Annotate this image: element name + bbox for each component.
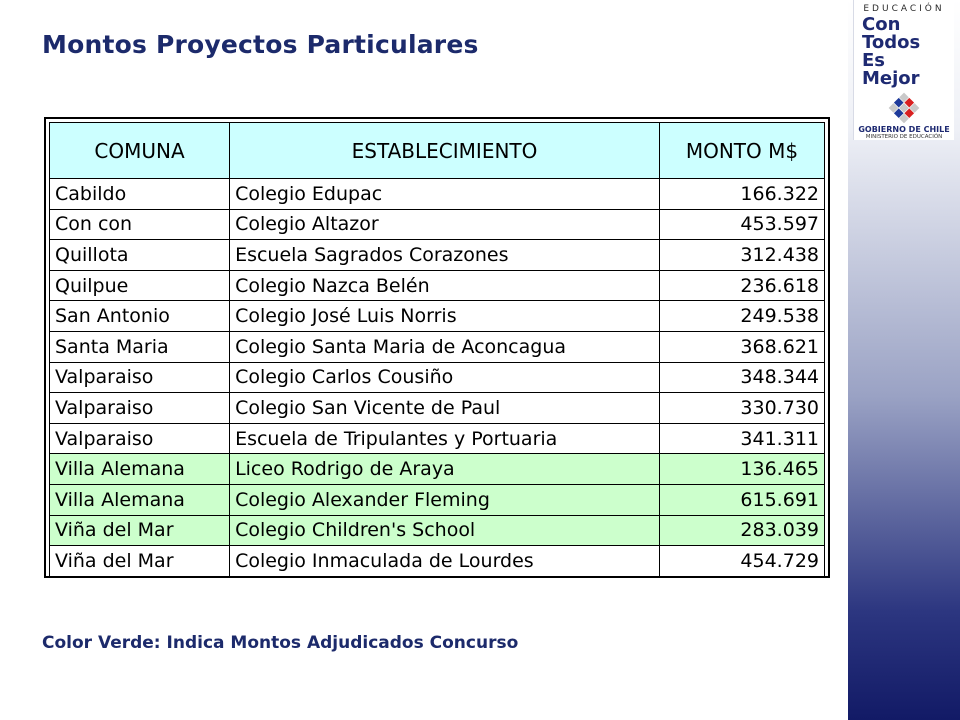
page-title: Montos Proyectos Particulares [42, 30, 479, 59]
cell-monto: 249.538 [659, 301, 824, 332]
cell-establecimiento: Escuela Sagrados Corazones [230, 240, 660, 271]
table-row [50, 423, 825, 454]
chile-star-icon [874, 92, 934, 123]
logo-gobierno: GOBIERNO DE CHILE [858, 125, 950, 134]
cell-establecimiento: Escuela de Tripulantes y Portuaria [230, 423, 660, 454]
cell-monto: 236.618 [659, 270, 824, 301]
cell-monto: 368.621 [659, 331, 824, 362]
cell-establecimiento: Colegio Alexander Fleming [230, 484, 660, 515]
table-row [50, 270, 825, 301]
cell-monto: 136.465 [659, 454, 824, 485]
table-row [50, 301, 825, 332]
cell-comuna: Villa Alemana [50, 454, 230, 485]
table-header-row [50, 123, 825, 179]
cell-establecimiento: Colegio José Luis Norris [230, 301, 660, 332]
cell-comuna: Valparaiso [50, 393, 230, 424]
header-comuna: COMUNA [50, 123, 230, 179]
logo-slogan-line1: Con Todos [862, 14, 921, 53]
montos-table [49, 122, 825, 577]
cell-establecimiento: Colegio Nazca Belén [230, 270, 660, 301]
logo-top-text: EDUCACIÓN [863, 4, 945, 14]
table-row [50, 179, 825, 210]
gobierno-logo [853, 0, 954, 140]
cell-comuna: Viña del Mar [50, 546, 230, 577]
legend-note: Color Verde: Indica Montos Adjudicados Concurso [42, 633, 519, 653]
cell-establecimiento: Colegio Edupac [230, 179, 660, 210]
header-monto: MONTO M$ [659, 123, 824, 179]
logo-slogan [862, 16, 946, 88]
table-row [50, 331, 825, 362]
cell-monto: 453.597 [659, 209, 824, 240]
cell-establecimiento: Colegio Inmaculada de Lourdes [230, 546, 660, 577]
table-row [50, 454, 825, 485]
cell-establecimiento: Colegio Santa Maria de Aconcagua [230, 331, 660, 362]
cell-comuna: Viña del Mar [50, 515, 230, 546]
cell-comuna: Quillota [50, 240, 230, 271]
cell-monto: 615.691 [659, 484, 824, 515]
table-frame [44, 117, 830, 578]
table-row [50, 484, 825, 515]
cell-comuna: Valparaiso [50, 362, 230, 393]
cell-monto: 330.730 [659, 393, 824, 424]
cell-monto: 348.344 [659, 362, 824, 393]
cell-monto: 454.729 [659, 546, 824, 577]
logo-slogan-line2: Es Mejor [862, 50, 920, 89]
cell-monto: 341.311 [659, 423, 824, 454]
table-row [50, 546, 825, 577]
cell-monto: 312.438 [659, 240, 824, 271]
logo-ministerio: MINISTERIO DE EDUCACIÓN [865, 134, 943, 140]
cell-establecimiento: Colegio Carlos Cousiño [230, 362, 660, 393]
cell-establecimiento: Liceo Rodrigo de Araya [230, 454, 660, 485]
cell-comuna: Con con [50, 209, 230, 240]
cell-comuna: Valparaiso [50, 423, 230, 454]
cell-comuna: Quilpue [50, 270, 230, 301]
cell-establecimiento: Colegio Children's School [230, 515, 660, 546]
cell-comuna: San Antonio [50, 301, 230, 332]
cell-establecimiento: Colegio San Vicente de Paul [230, 393, 660, 424]
table-row [50, 362, 825, 393]
cell-comuna: Villa Alemana [50, 484, 230, 515]
table-row [50, 240, 825, 271]
header-establecimiento: ESTABLECIMIENTO [230, 123, 660, 179]
table-row [50, 393, 825, 424]
cell-monto: 166.322 [659, 179, 824, 210]
cell-comuna: Cabildo [50, 179, 230, 210]
cell-comuna: Santa Maria [50, 331, 230, 362]
cell-establecimiento: Colegio Altazor [230, 209, 660, 240]
cell-monto: 283.039 [659, 515, 824, 546]
table-row [50, 515, 825, 546]
table-body [50, 179, 825, 577]
table-row [50, 209, 825, 240]
